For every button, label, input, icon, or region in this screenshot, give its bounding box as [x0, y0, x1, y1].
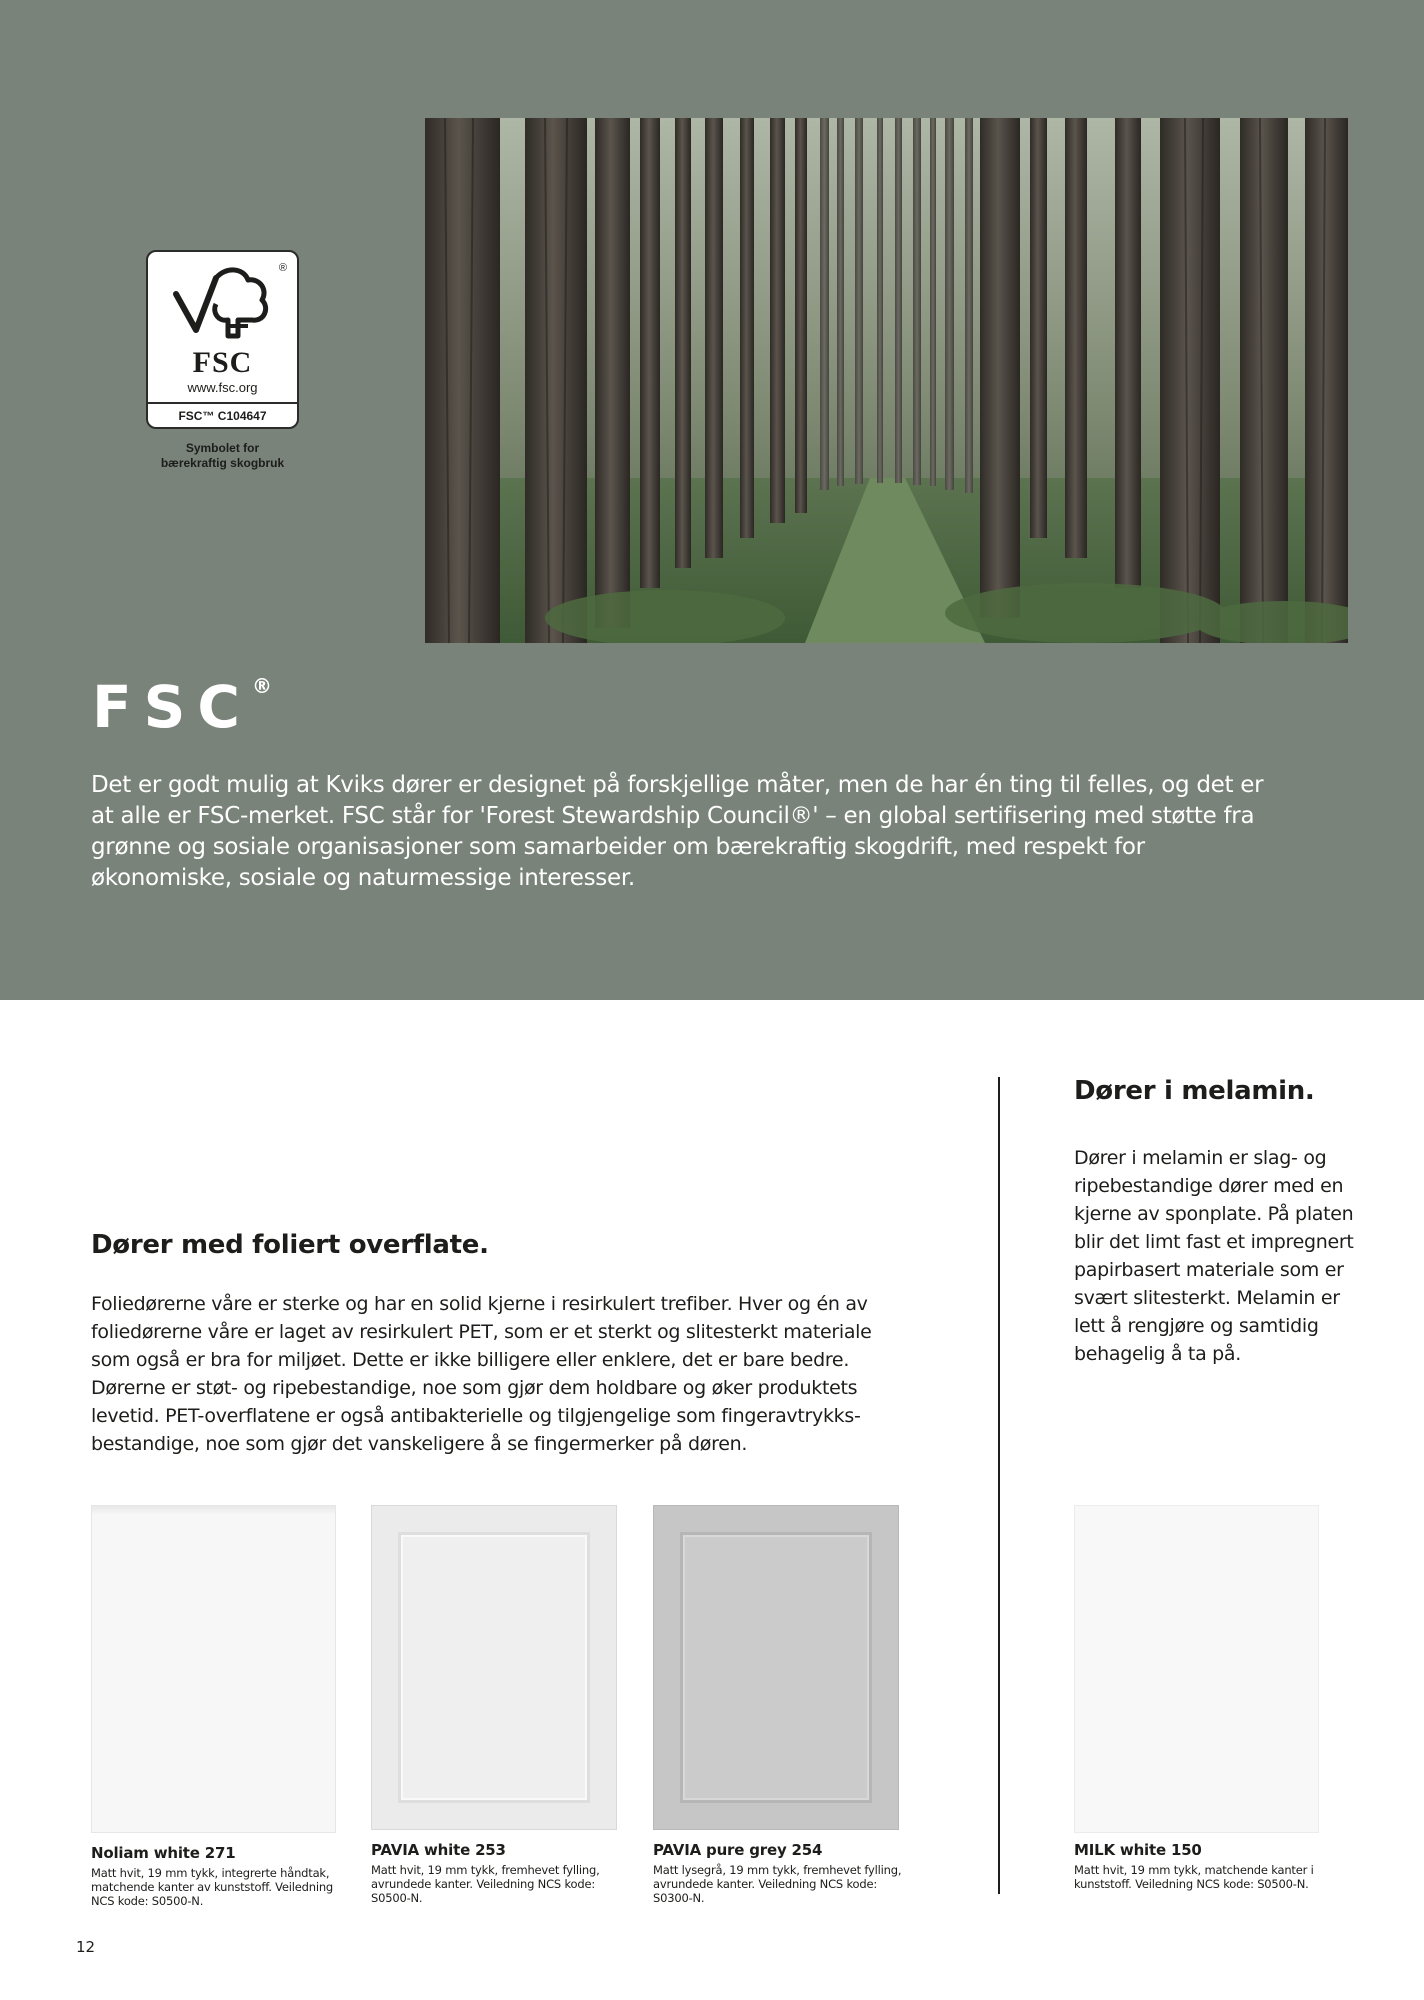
forest-photo	[425, 118, 1348, 643]
product-description: Matt hvit, 19 mm tykk, integrerte håndtak, matchende kanter av kunststoff. Veiledning NCS kode: S0500-N.	[91, 1866, 334, 1908]
fsc-heading	[92, 673, 272, 741]
raised-panel	[398, 1532, 590, 1803]
fsc-caption-line-1: Symbolet for	[185, 441, 260, 455]
registered-mark: ®	[278, 262, 287, 274]
melamine-doors-heading: Dører i melamin.	[1074, 1076, 1315, 1106]
fsc-caption-line-2: bærekraftig skogbruk	[160, 456, 285, 470]
fsc-license-code: FSC™ C104647	[148, 402, 297, 429]
door-swatch-pavia-white-253	[371, 1505, 617, 1830]
product-description: Matt hvit, 19 mm tykk, fremhevet fylling, avrundede kanter. Veiledning NCS kode: S0500-N.	[371, 1863, 600, 1905]
forest-illustration	[425, 118, 1348, 643]
door-swatch-pavia-pure-grey-254	[653, 1505, 899, 1830]
product-name: PAVIA white 253	[371, 1841, 506, 1859]
fsc-url: www.fsc.org	[187, 380, 258, 395]
fsc-wordmark: FSC	[192, 346, 253, 379]
raised-panel	[680, 1532, 872, 1803]
foil-doors-heading: Dører med foliert overflate.	[91, 1230, 489, 1260]
melamine-doors-description: Dører i melamin er slag- og ripebestandige dører med en kjerne av sponplate. På platen blir det limt fast et impregnert papirbasert materiale som er svært slitesterkt. Melamin er lett å rengjøre og samtidig behagelig å ta på.	[1074, 1147, 1354, 1365]
fsc-heading-registered-mark: ®	[251, 674, 272, 698]
integrated-handle-edge	[92, 1506, 335, 1515]
product-description: Matt lysegrå, 19 mm tykk, fremhevet fylling, avrundede kanter. Veiledning NCS kode: S0300-N.	[653, 1863, 902, 1905]
page-number: 12	[76, 1938, 96, 1956]
product-description: Matt hvit, 19 mm tykk, matchende kanter i kunststoff. Veiledning NCS kode: S0500-N.	[1074, 1863, 1314, 1891]
product-name: Noliam white 271	[91, 1844, 236, 1862]
fsc-description: Det er godt mulig at Kviks dører er designet på forskjellige måter, men de har én ting til felles, og det er at alle er FSC-merket. FSC står for 'Forest Stewardship Council®' – en global sertifisering med støtte fra grønne og sosiale organisasjoner som samarbeider om bærekraftig skogdrift, med respekt for økonomiske, sosiale og naturmessige interesser.	[91, 772, 1264, 891]
product-name: MILK white 150	[1074, 1841, 1202, 1859]
fsc-certification-logo	[146, 250, 299, 429]
fsc-heading-text: FSC	[92, 673, 252, 741]
product-name: PAVIA pure grey 254	[653, 1841, 823, 1859]
fsc-tree-checkmark-icon	[168, 264, 278, 344]
door-swatch-noliam-white-271	[91, 1505, 336, 1833]
column-divider	[998, 1077, 1000, 1894]
foil-doors-description: Foliedørerne våre er sterke og har en solid kjerne i resirkulert trefiber. Hver og én av foliedørerne våre er laget av resirkulert PET, som er et sterkt og slitesterkt materiale som også er bra for miljøet. Dette er ikke billigere eller enklere, det er bare bedre. Dørerne er støt- og ripebestandige, noe som gjør dem holdbare og øker produktets levetid. PET-overflatene er også antibakterielle og tilgjengelige som fingeravtrykks-bestandige, noe som gjør det vanskeligere å se fingermerker på døren.	[91, 1293, 872, 1455]
fsc-logo-caption	[130, 441, 315, 471]
door-swatch-milk-white-150	[1074, 1505, 1319, 1833]
